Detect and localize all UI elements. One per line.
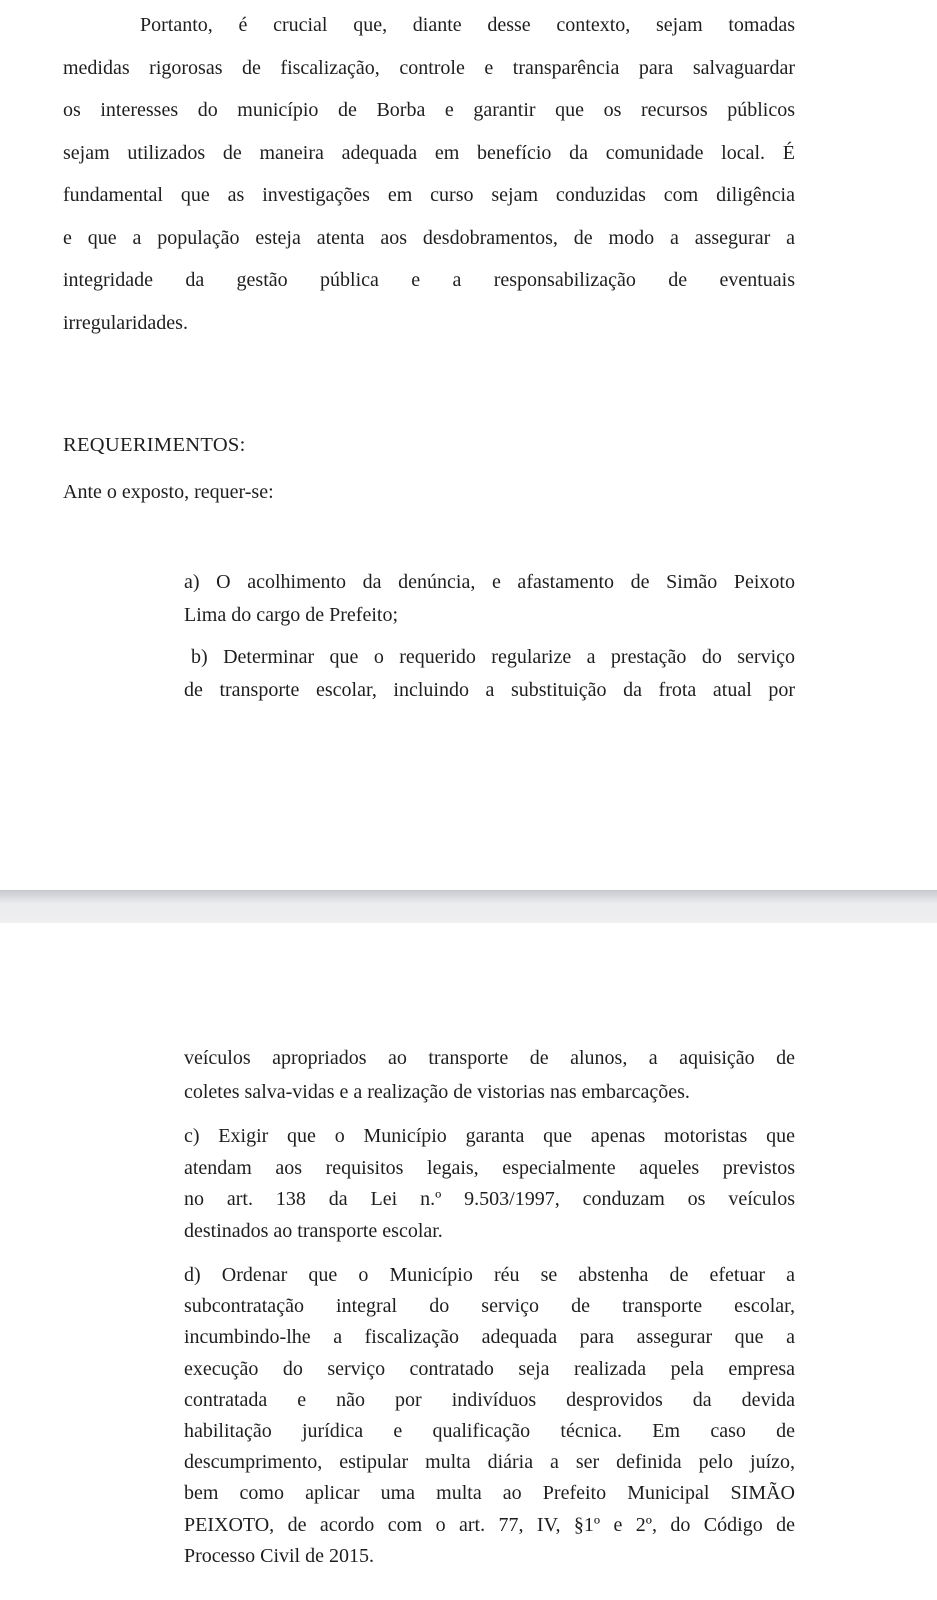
paragraph-line: fundamental que as investigações em curso sejam conduzidas com diligência <box>63 184 795 206</box>
item-line: d) Ordenar que o Município réu se abstenha de efetuar a <box>184 1264 795 1286</box>
item-line: b) Determinar que o requerido regularize a prestação do serviço <box>191 646 795 668</box>
paragraph-line: os interesses do município de Borba e garantir que os recursos públicos <box>63 99 795 121</box>
request-item-b-continued <box>184 1041 795 1109</box>
item-line: Lima do cargo de Prefeito; <box>184 604 399 626</box>
requirements-heading <box>63 430 795 460</box>
item-line: incumbindo-lhe a fiscalização adequada para assegurar que a <box>184 1326 795 1349</box>
item-line: c) Exigir que o Município garanta que apenas motoristas que <box>184 1125 795 1147</box>
item-line: bem como aplicar uma multa ao Prefeito Municipal SIMÃO <box>184 1482 795 1505</box>
item-line: descumprimento, estipular multa diária a ser definida pelo juízo, <box>184 1451 795 1474</box>
request-item-d <box>184 1260 795 1572</box>
request-item-a <box>184 566 795 632</box>
item-line: Processo Civil de 2015. <box>184 1544 374 1567</box>
request-item-b <box>184 641 795 707</box>
paragraph-line: irregularidades. <box>63 311 188 334</box>
item-line: de transporte escolar, incluindo a substituição da frota atual por <box>184 679 795 701</box>
item-line: subcontratação integral do serviço de transporte escolar, <box>184 1295 795 1318</box>
item-line: contratada e não por indivíduos desprovidos da devida <box>184 1388 795 1411</box>
intro-text: Ante o exposto, requer-se: <box>63 481 274 503</box>
item-line: coletes salva-vidas e a realização de vistorias nas embarcações. <box>184 1081 690 1103</box>
request-item-c <box>184 1121 795 1247</box>
paragraph-line: medidas rigorosas de fiscalização, controle e transparência para salvaguardar <box>63 56 795 79</box>
item-line: a) O acolhimento da denúncia, e afastamento de Simão Peixoto <box>184 571 795 593</box>
page-break-separator <box>0 890 937 923</box>
closing-paragraph <box>63 4 795 344</box>
item-line: habilitação jurídica e qualificação técnica. Em caso de <box>184 1420 795 1443</box>
paragraph-line: sejam utilizados de maneira adequada em benefício da comunidade local. É <box>63 141 795 164</box>
item-line: execução do serviço contratado seja realizada pela empresa <box>184 1357 795 1380</box>
heading-text: REQUERIMENTOS: <box>63 434 246 456</box>
item-line: destinados ao transporte escolar. <box>184 1219 443 1242</box>
item-line: atendam aos requisitos legais, especialmente aqueles previstos <box>184 1156 795 1179</box>
paragraph-line: e que a população esteja atenta aos desdobramentos, de modo a assegurar a <box>63 226 795 249</box>
requirements-intro <box>63 477 795 507</box>
item-line: veículos apropriados ao transporte de alunos, a aquisição de <box>184 1047 795 1069</box>
paragraph-line: integridade da gestão pública e a responsabilização de eventuais <box>63 269 795 291</box>
item-line: no art. 138 da Lei n.º 9.503/1997, conduzam os veículos <box>184 1188 795 1210</box>
item-line: PEIXOTO, de acordo com o art. 77, IV, §1º e 2º, do Código de <box>184 1513 795 1536</box>
paragraph-line: Portanto, é crucial que, diante desse contexto, sejam tomadas <box>140 14 795 36</box>
